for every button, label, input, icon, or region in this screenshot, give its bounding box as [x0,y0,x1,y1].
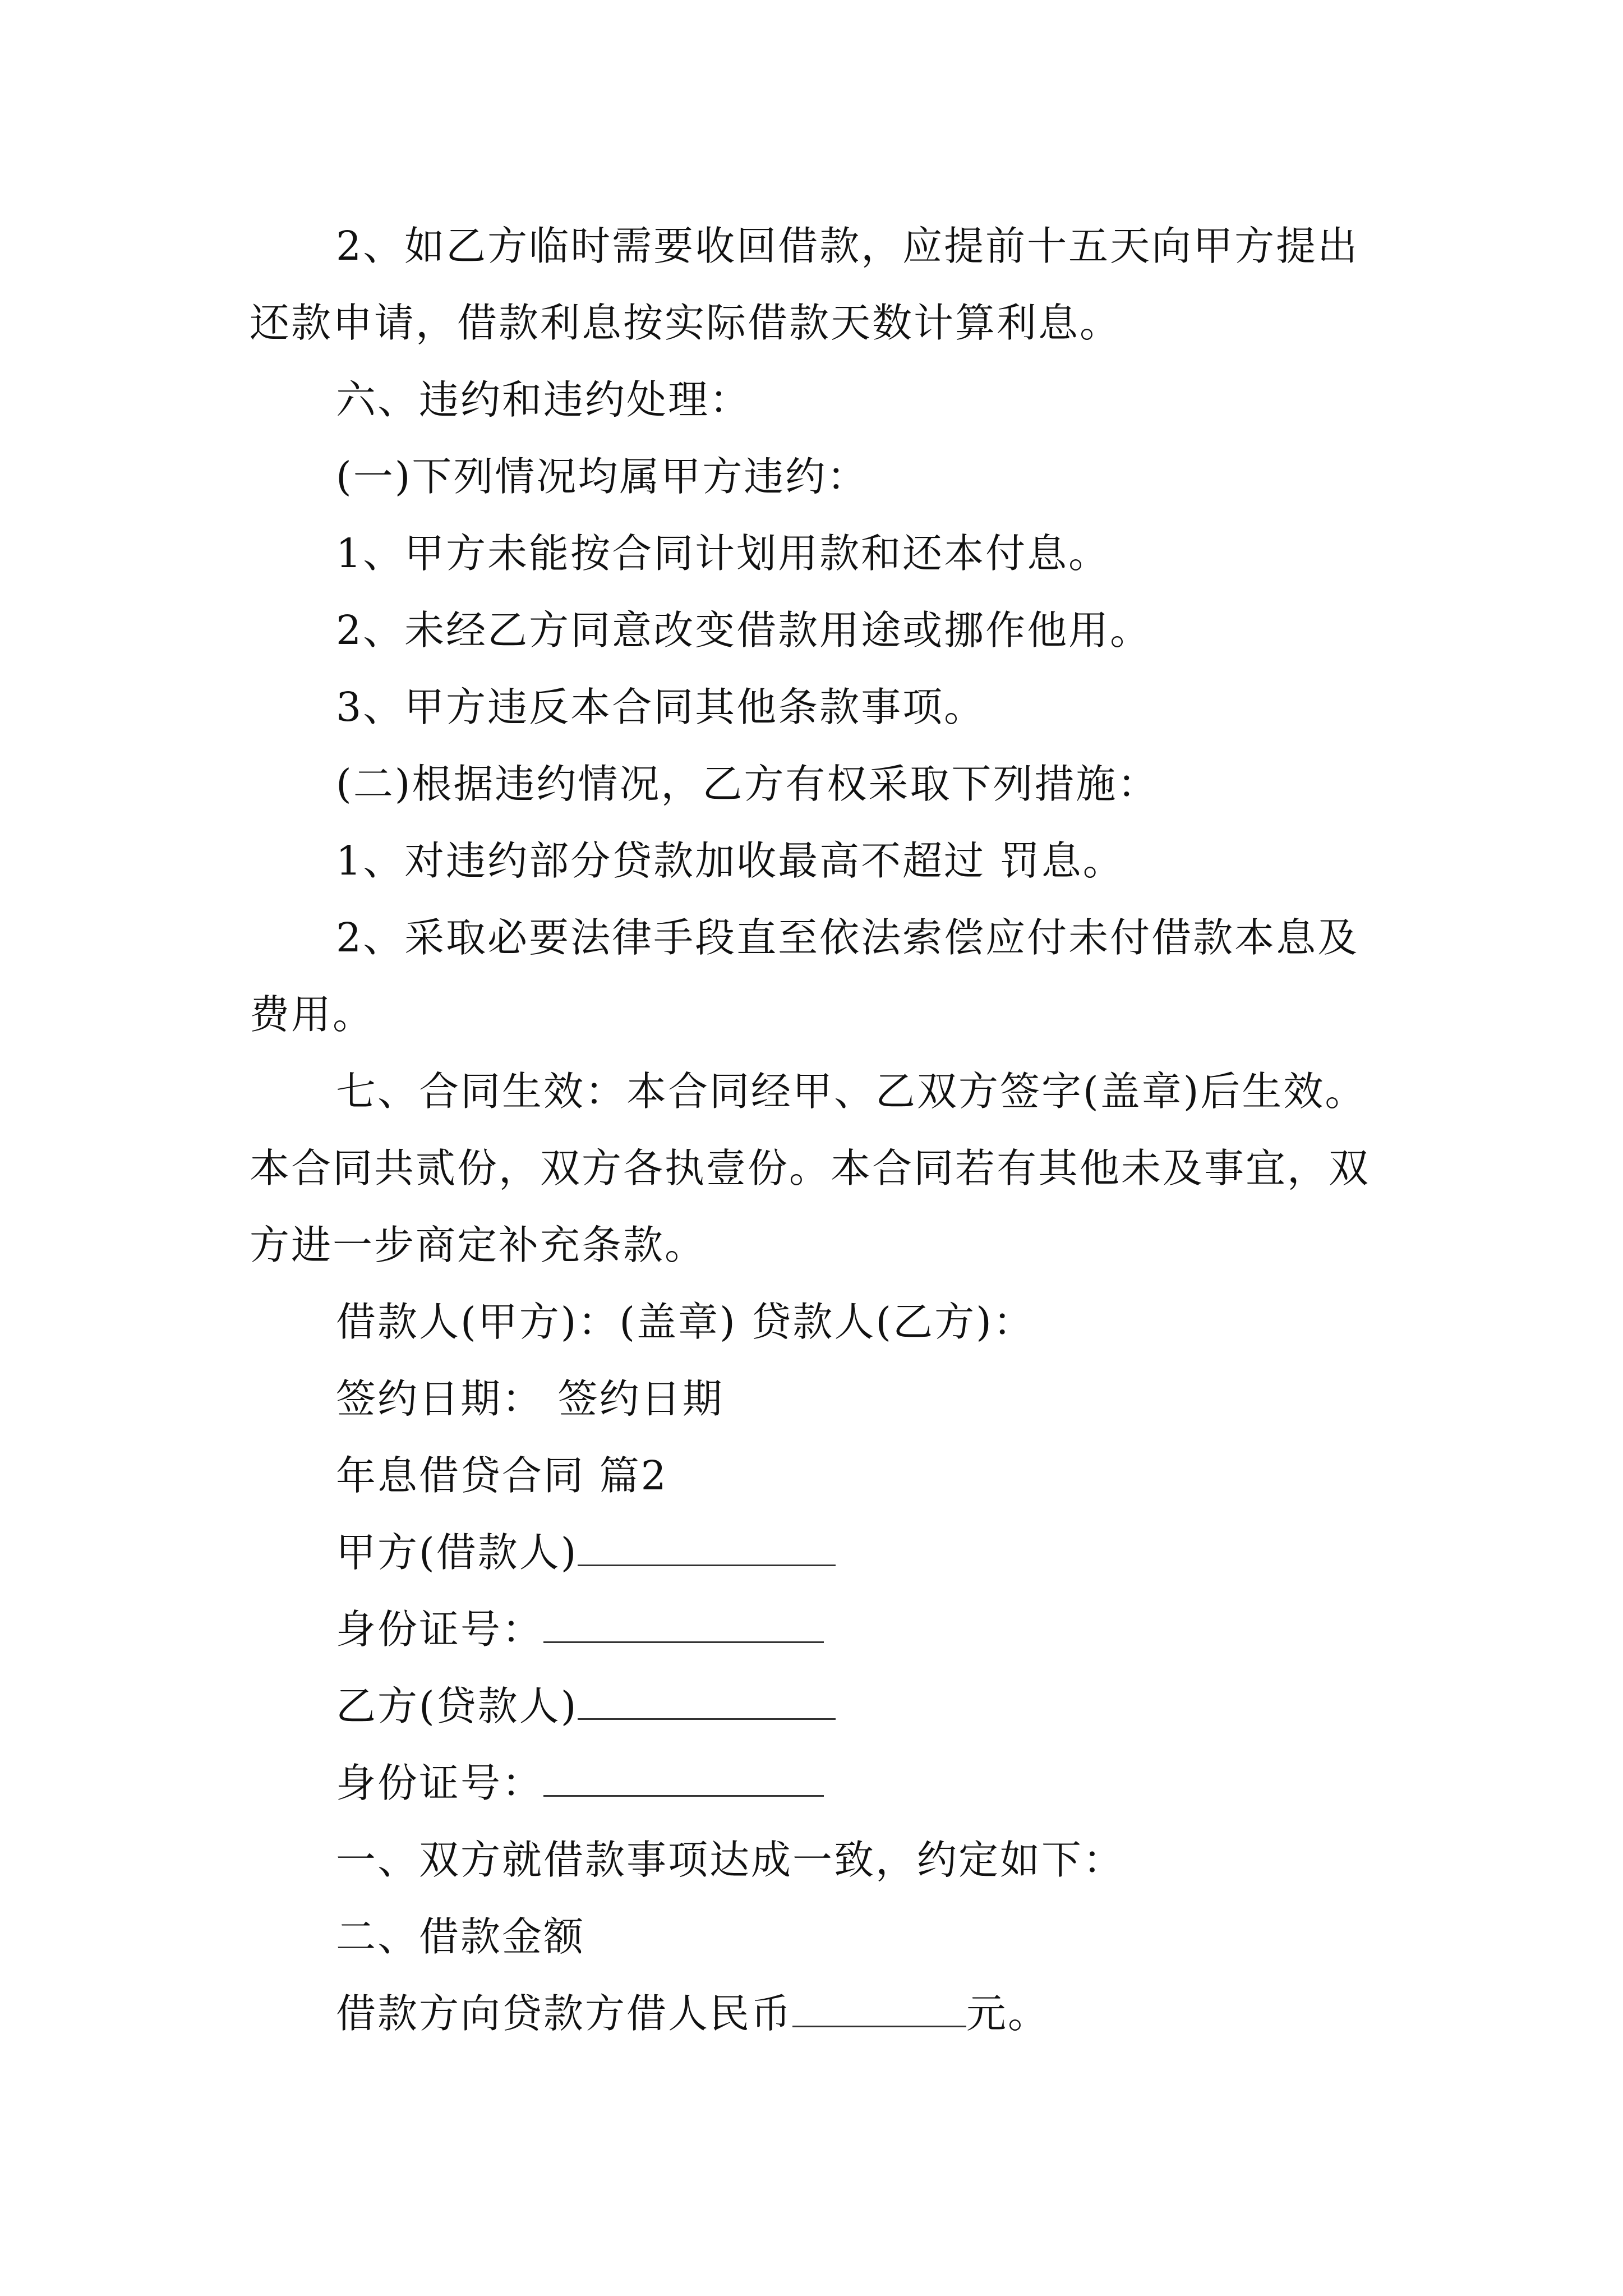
amount-prefix: 借款方向贷款方借人民币 [336,1990,793,2037]
breach-item-1: 1、甲方未能按合同计划用款和还本付息。 [336,530,1110,577]
measure-item-2: 2、采取必要法律手段直至依法索偿应付未付借款本息及费用。 [250,914,1359,1038]
party-a-blank[interactable] [578,1527,836,1566]
party-a-field [250,1514,1388,1591]
party-b-field [250,1668,1388,1745]
paragraph-effectiveness: 七、合同生效：本合同经甲、乙双方签字(盖章)后生效。本合同共贰份，双方各执壹份。本合同若有其他未及事宜，双方进一步商定补充条款。 [250,1068,1371,1268]
breach-item-3: 3、甲方违反本合同其他条款事项。 [336,684,986,730]
clause-amount-heading: 二、借款金额 [336,1913,585,1960]
subheading-measures: (二)根据违约情况，乙方有权采取下列措施： [336,761,1159,807]
breach-item-2: 2、未经乙方同意改变借款用途或挪作他用。 [336,607,1152,654]
amount-line [250,1975,1388,2052]
section-title: 年息借贷合同 篇2 [336,1452,668,1499]
document-body [250,208,1388,2052]
subheading-party-a-breach: (一)下列情况均属甲方违约： [336,453,869,500]
signature-line: 借款人(甲方)：(盖章) 贷款人(乙方)： [336,1299,1035,1345]
id-blank-a[interactable] [543,1604,824,1643]
clause-agreement: 一、双方就借款事项达成一致，约定如下： [336,1837,1125,1883]
id-field-b [250,1745,1388,1821]
amount-blank[interactable] [792,1989,966,2027]
party-b-label: 乙方(贷款人) [336,1683,578,1729]
id-label-a: 身份证号： [336,1606,544,1653]
id-blank-b[interactable] [543,1758,824,1797]
paragraph-repayment-request: 2、如乙方临时需要收回借款，应提前十五天向甲方提出还款申请，借款利息按实际借款天数计算利息。 [250,223,1359,346]
heading-breach: 六、违约和违约处理： [336,376,751,423]
measure-item-1: 1、对违约部分贷款加收最高不超过 罚息。 [336,838,1124,884]
party-a-label: 甲方(借款人) [336,1529,578,1576]
id-label-b: 身份证号： [336,1760,544,1806]
id-field-a [250,1591,1388,1668]
signing-date-line: 签约日期： 签约日期 [336,1375,724,1422]
party-b-blank[interactable] [578,1681,836,1720]
amount-suffix: 元。 [966,1990,1050,2037]
